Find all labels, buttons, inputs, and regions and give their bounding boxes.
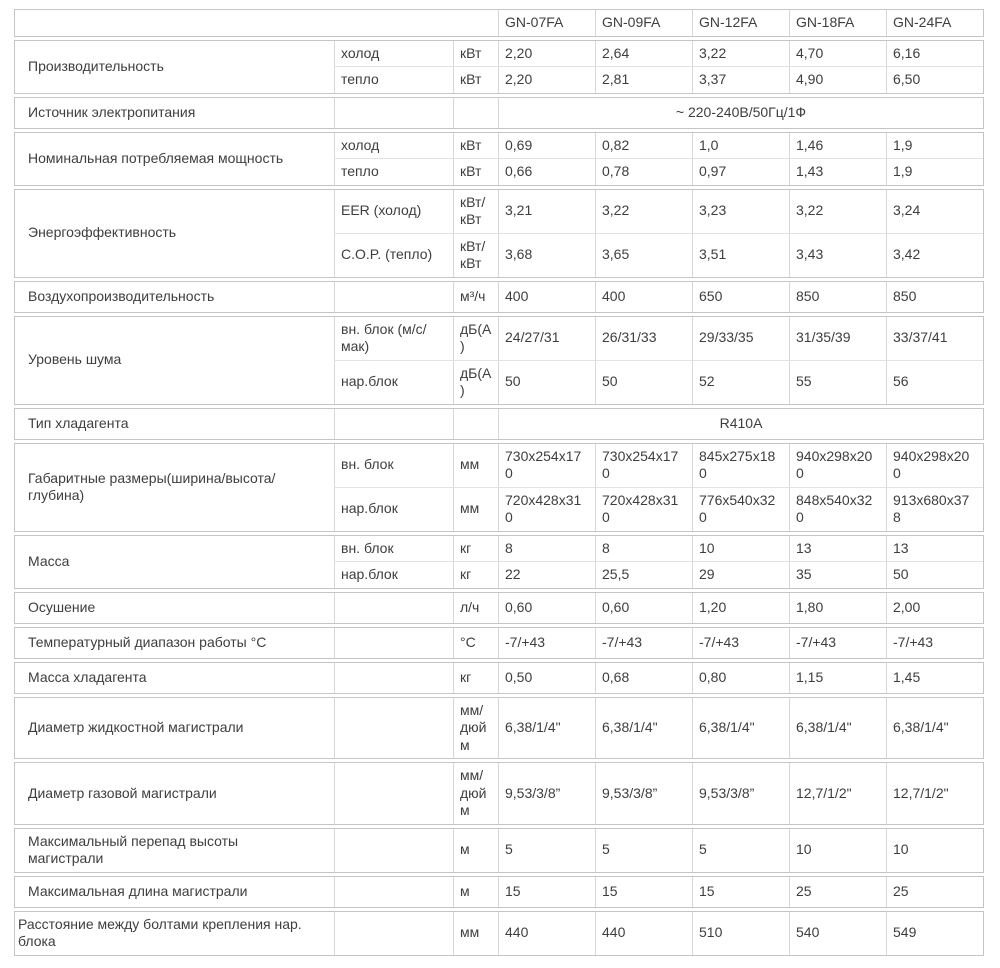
unit-cell bbox=[453, 409, 498, 439]
value-cell: -7/+43 bbox=[789, 628, 886, 658]
sub-param-cell: холод bbox=[334, 41, 453, 67]
value-cell: 1,46 bbox=[789, 133, 886, 159]
value-cell: 3,68 bbox=[498, 233, 595, 277]
header-blank-cell bbox=[15, 10, 498, 36]
value-cell: 26/31/33 bbox=[595, 317, 692, 360]
value-cell: 31/35/39 bbox=[789, 317, 886, 360]
value-cell: 3,43 bbox=[789, 233, 886, 277]
unit-cell: дБ(А) bbox=[453, 360, 498, 404]
group-row bbox=[14, 911, 984, 956]
value-cell: 940x298x200 bbox=[789, 444, 886, 487]
sub-param-cell bbox=[334, 763, 453, 824]
value-cell: 50 bbox=[886, 561, 983, 588]
unit-cell: м bbox=[453, 829, 498, 872]
value-cell: 13 bbox=[886, 536, 983, 562]
sub-param-cell bbox=[334, 877, 453, 907]
value-cell: 8 bbox=[595, 536, 692, 562]
value-cell: 0,80 bbox=[692, 663, 789, 693]
value-cell: 10 bbox=[789, 829, 886, 872]
value-cell: 9,53/3/8” bbox=[498, 763, 595, 824]
value-cell: 5 bbox=[498, 829, 595, 872]
unit-cell: кг bbox=[453, 536, 498, 562]
value-cell: 400 bbox=[595, 282, 692, 312]
value-cell: 2,00 bbox=[886, 593, 983, 623]
value-cell: -7/+43 bbox=[886, 628, 983, 658]
value-cell: 3,42 bbox=[886, 233, 983, 277]
param-name-cell: Уровень шума bbox=[28, 351, 122, 368]
value-cell: 2,81 bbox=[595, 66, 692, 93]
value-cell: 4,90 bbox=[789, 66, 886, 93]
param-name-cell: Источник электропитания bbox=[28, 103, 196, 120]
value-cell: 913x680x378 bbox=[886, 487, 983, 531]
model-header: GN-09FA bbox=[595, 10, 692, 36]
value-cell: 940x298x200 bbox=[886, 444, 983, 487]
sub-param-cell bbox=[334, 698, 453, 759]
sub-param-cell bbox=[334, 98, 453, 128]
value-cell: 3,21 bbox=[498, 190, 595, 233]
param-name-cell: Масса хладагента bbox=[28, 668, 147, 685]
model-header: GN-24FA bbox=[886, 10, 983, 36]
value-cell: 400 bbox=[498, 282, 595, 312]
value-cell: 6,50 bbox=[886, 66, 983, 93]
param-name-cell: Габаритные размеры(ширина/высота/глубина) bbox=[28, 469, 276, 503]
value-cell: 10 bbox=[692, 536, 789, 562]
value-cell: 24/27/31 bbox=[498, 317, 595, 360]
unit-cell: кг bbox=[453, 663, 498, 693]
value-cell: 720x428x310 bbox=[595, 487, 692, 531]
model-header: GN-07FA bbox=[498, 10, 595, 36]
value-cell: 12,7/1/2" bbox=[789, 763, 886, 824]
value-cell: 6,38/1/4" bbox=[789, 698, 886, 759]
value-cell: 845x275x180 bbox=[692, 444, 789, 487]
value-cell: 8 bbox=[498, 536, 595, 562]
value-cell: 6,38/1/4" bbox=[692, 698, 789, 759]
value-cell: 1,9 bbox=[886, 158, 983, 185]
value-cell: 6,16 bbox=[886, 41, 983, 67]
param-name-cell: Номинальная потребляемая мощность bbox=[28, 149, 284, 166]
value-cell: 1,0 bbox=[692, 133, 789, 159]
value-cell: 3,51 bbox=[692, 233, 789, 277]
value-cell: 25 bbox=[789, 877, 886, 907]
unit-cell: л/ч bbox=[453, 593, 498, 623]
value-cell: 0,82 bbox=[595, 133, 692, 159]
value-cell: 1,15 bbox=[789, 663, 886, 693]
sub-param-cell: C.O.P. (тепло) bbox=[334, 233, 453, 277]
unit-cell: мм/дюйм bbox=[453, 698, 498, 759]
value-cell: 15 bbox=[498, 877, 595, 907]
value-cell: 1,9 bbox=[886, 133, 983, 159]
value-cell: 5 bbox=[595, 829, 692, 872]
group-row bbox=[14, 828, 984, 873]
sub-param-cell: тепло bbox=[334, 66, 453, 93]
unit-cell: м³/ч bbox=[453, 282, 498, 312]
unit-cell: кВт/кВт bbox=[453, 233, 498, 277]
value-cell: 0,60 bbox=[595, 593, 692, 623]
value-cell: 0,78 bbox=[595, 158, 692, 185]
group-row bbox=[14, 281, 984, 313]
spec-table bbox=[14, 9, 984, 956]
unit-cell: кВт/кВт bbox=[453, 190, 498, 233]
value-cell: 3,22 bbox=[595, 190, 692, 233]
param-name-cell: Диаметр жидкостной магистрали bbox=[28, 719, 244, 735]
group-row bbox=[14, 592, 984, 624]
value-cell: 50 bbox=[595, 360, 692, 404]
model-header: GN-12FA bbox=[692, 10, 789, 36]
value-cell: 55 bbox=[789, 360, 886, 404]
value-cell: 13 bbox=[789, 536, 886, 562]
value-cell: 3,22 bbox=[789, 190, 886, 233]
unit-cell: мм bbox=[453, 487, 498, 531]
sub-param-cell bbox=[334, 593, 453, 623]
value-cell: 510 bbox=[692, 912, 789, 955]
unit-cell: кВт bbox=[453, 158, 498, 185]
sub-param-cell bbox=[334, 282, 453, 312]
param-name-cell: Максимальный перепад высоты магистрали bbox=[28, 832, 239, 866]
value-cell: 6,38/1/4" bbox=[886, 698, 983, 759]
value-cell: 25,5 bbox=[595, 561, 692, 588]
value-cell: 3,22 bbox=[692, 41, 789, 67]
value-cell: 540 bbox=[789, 912, 886, 955]
group-row bbox=[14, 40, 984, 94]
value-cell: 650 bbox=[692, 282, 789, 312]
value-cell: 0,97 bbox=[692, 158, 789, 185]
param-name-cell: Осушение bbox=[28, 598, 96, 615]
value-cell: 3,65 bbox=[595, 233, 692, 277]
value-cell: 35 bbox=[789, 561, 886, 588]
value-cell: 15 bbox=[595, 877, 692, 907]
value-cell: 15 bbox=[692, 877, 789, 907]
span-value-cell: ~ 220-240В/50Гц/1Ф bbox=[498, 98, 983, 128]
param-name-cell: Температурный диапазон работы °С bbox=[28, 633, 267, 650]
group-row bbox=[14, 535, 984, 589]
sub-param-cell bbox=[334, 829, 453, 872]
unit-cell: мм bbox=[453, 444, 498, 487]
param-name-cell: Воздухопроизводительность bbox=[28, 287, 215, 304]
value-cell: -7/+43 bbox=[498, 628, 595, 658]
sub-param-cell bbox=[334, 663, 453, 693]
param-name-cell: Энергоэффективность bbox=[28, 224, 177, 241]
group-row bbox=[14, 443, 984, 532]
unit-cell: кВт bbox=[453, 41, 498, 67]
value-cell: 0,68 bbox=[595, 663, 692, 693]
unit-cell: дБ(А) bbox=[453, 317, 498, 360]
param-name-cell: Диаметр газовой магистрали bbox=[28, 784, 217, 801]
value-cell: 776x540x320 bbox=[692, 487, 789, 531]
value-cell: 1,45 bbox=[886, 663, 983, 693]
value-cell: 52 bbox=[692, 360, 789, 404]
value-cell: 2,20 bbox=[498, 41, 595, 67]
unit-cell: °С bbox=[453, 628, 498, 658]
group-row bbox=[14, 408, 984, 440]
param-name-cell: Тип хладагента bbox=[28, 414, 129, 431]
group-row bbox=[14, 697, 984, 760]
value-cell: 4,70 bbox=[789, 41, 886, 67]
value-cell: 6,38/1/4" bbox=[595, 698, 692, 759]
group-row bbox=[14, 627, 984, 659]
unit-cell: кВт bbox=[453, 66, 498, 93]
value-cell: 9,53/3/8” bbox=[692, 763, 789, 824]
param-name-cell: Масса bbox=[28, 552, 70, 569]
unit-cell: мм bbox=[453, 912, 498, 955]
unit-cell bbox=[453, 98, 498, 128]
sub-param-cell bbox=[334, 409, 453, 439]
sub-param-cell: тепло bbox=[334, 158, 453, 185]
value-cell: 850 bbox=[789, 282, 886, 312]
value-cell: 3,37 bbox=[692, 66, 789, 93]
value-cell: 10 bbox=[886, 829, 983, 872]
value-cell: 25 bbox=[886, 877, 983, 907]
value-cell: 1,80 bbox=[789, 593, 886, 623]
value-cell: 440 bbox=[595, 912, 692, 955]
group-row bbox=[14, 132, 984, 186]
value-cell: 0,69 bbox=[498, 133, 595, 159]
value-cell: 29 bbox=[692, 561, 789, 588]
value-cell: 50 bbox=[498, 360, 595, 404]
value-cell: 56 bbox=[886, 360, 983, 404]
sub-param-cell: нар.блок bbox=[334, 561, 453, 588]
group-row bbox=[14, 762, 984, 825]
sub-param-cell: EER (холод) bbox=[334, 190, 453, 233]
param-name-cell: Расстояние между болтами крепления нар. блока bbox=[18, 915, 302, 949]
model-header: GN-18FA bbox=[789, 10, 886, 36]
group-row bbox=[14, 189, 984, 278]
value-cell: 33/37/41 bbox=[886, 317, 983, 360]
value-cell: 22 bbox=[498, 561, 595, 588]
group-row bbox=[14, 97, 984, 129]
value-cell: 1,43 bbox=[789, 158, 886, 185]
group-row bbox=[14, 662, 984, 694]
sub-param-cell: вн. блок bbox=[334, 444, 453, 487]
param-name-cell: Максимальная длина магистрали bbox=[28, 882, 248, 899]
value-cell: 3,23 bbox=[692, 190, 789, 233]
value-cell: 0,50 bbox=[498, 663, 595, 693]
group-row bbox=[14, 316, 984, 405]
value-cell: 1,20 bbox=[692, 593, 789, 623]
value-cell: 2,64 bbox=[595, 41, 692, 67]
value-cell: 0,60 bbox=[498, 593, 595, 623]
unit-cell: м bbox=[453, 877, 498, 907]
value-cell: 549 bbox=[886, 912, 983, 955]
value-cell: 720x428x310 bbox=[498, 487, 595, 531]
value-cell: 29/33/35 bbox=[692, 317, 789, 360]
unit-cell: кВт bbox=[453, 133, 498, 159]
value-cell: 9,53/3/8” bbox=[595, 763, 692, 824]
header-row bbox=[14, 9, 984, 37]
value-cell: 5 bbox=[692, 829, 789, 872]
sub-param-cell bbox=[334, 628, 453, 658]
value-cell: 0,66 bbox=[498, 158, 595, 185]
sub-param-cell: вн. блок bbox=[334, 536, 453, 562]
sub-param-cell bbox=[334, 912, 453, 955]
value-cell: 12,7/1/2" bbox=[886, 763, 983, 824]
param-name-cell: Производительность bbox=[28, 57, 164, 74]
group-row bbox=[14, 876, 984, 908]
value-cell: 850 bbox=[886, 282, 983, 312]
value-cell: -7/+43 bbox=[692, 628, 789, 658]
value-cell: -7/+43 bbox=[595, 628, 692, 658]
unit-cell: кг bbox=[453, 561, 498, 588]
sub-param-cell: нар.блок bbox=[334, 360, 453, 404]
span-value-cell: R410A bbox=[498, 409, 983, 439]
value-cell: 848x540x320 bbox=[789, 487, 886, 531]
sub-param-cell: вн. блок (м/с/мак) bbox=[334, 317, 453, 360]
value-cell: 6,38/1/4" bbox=[498, 698, 595, 759]
value-cell: 730x254x170 bbox=[595, 444, 692, 487]
value-cell: 3,24 bbox=[886, 190, 983, 233]
sub-param-cell: холод bbox=[334, 133, 453, 159]
value-cell: 730x254x170 bbox=[498, 444, 595, 487]
value-cell: 440 bbox=[498, 912, 595, 955]
sub-param-cell: нар.блок bbox=[334, 487, 453, 531]
value-cell: 2,20 bbox=[498, 66, 595, 93]
unit-cell: мм/дюйм bbox=[453, 763, 498, 824]
